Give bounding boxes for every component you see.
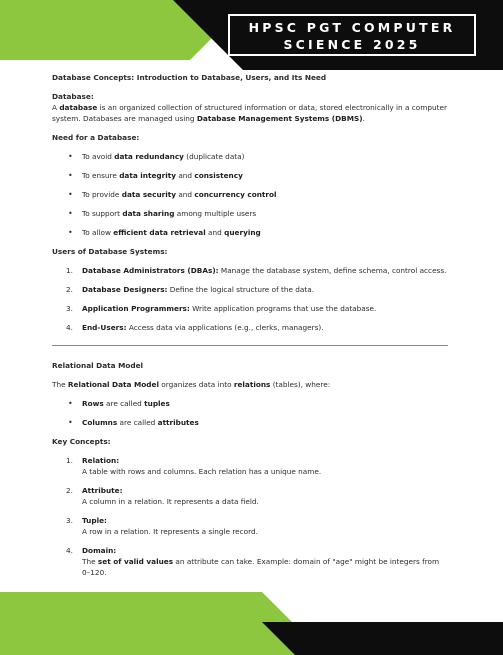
database-definition: A database is an organized collection of structured information or data, stored electronically in a computer system. Databases are managed using Database Management Systems (DBMS).	[52, 103, 447, 123]
section-heading-database-concepts: Database Concepts: Introduction to Database, Users, and Its Need	[52, 73, 327, 82]
list-item: 3. Tuple: A row in a relation. It represents a single record.	[66, 516, 258, 536]
list-item: 1. Database Administrators (DBAs): Manage the database system, define schema, control access.	[66, 266, 447, 275]
relational-model-intro: The Relational Data Model organizes data into relations (tables), where:	[52, 380, 331, 389]
list-item: • To ensure data integrity and consistency	[52, 170, 448, 181]
key-concepts-list	[52, 455, 448, 578]
users-list	[52, 265, 448, 333]
list-item: 2. Database Designers: Define the logical structure of the data.	[66, 285, 315, 294]
users-heading: Users of Database Systems:	[52, 247, 168, 256]
need-heading: Need for a Database:	[52, 133, 140, 142]
list-item: 4. Domain: The set of valid values an attribute can take. Example: domain of "age" might be integers from 0–120.	[66, 546, 440, 577]
list-item: • Columns are called attributes	[52, 417, 448, 428]
section-divider	[52, 345, 448, 346]
footer-decoration	[0, 580, 503, 655]
list-item: • To avoid data redundancy (duplicate data)	[52, 151, 448, 162]
header-title-line2: SCIENCE 2025	[283, 37, 421, 52]
list-item: • To provide data security and concurrency control	[52, 189, 448, 200]
section-heading-relational-model: Relational Data Model	[52, 361, 144, 370]
key-concepts-heading: Key Concepts:	[52, 437, 111, 446]
need-list	[52, 151, 448, 238]
header-title-line1: HPSC PGT COMPUTER	[248, 20, 456, 35]
list-item: 3. Application Programmers: Write application programs that use the database.	[66, 304, 377, 313]
header-title-box	[228, 14, 476, 56]
list-item: 2. Attribute: A column in a relation. It represents a data field.	[66, 486, 259, 506]
list-item: • To support data sharing among multiple users	[52, 208, 448, 219]
black-footer-shape	[262, 622, 503, 655]
list-item: • To allow efficient data retrieval and querying	[52, 227, 448, 238]
database-definition-heading: Database:	[52, 92, 94, 101]
list-item: • Rows are called tuples	[52, 398, 448, 409]
relational-terms-list	[52, 398, 448, 428]
list-item: 1. Relation: A table with rows and columns. Each relation has a unique name.	[66, 456, 322, 476]
list-item: 4. End-Users: Access data via applications (e.g., clerks, managers).	[66, 323, 324, 332]
document-body	[52, 72, 448, 578]
